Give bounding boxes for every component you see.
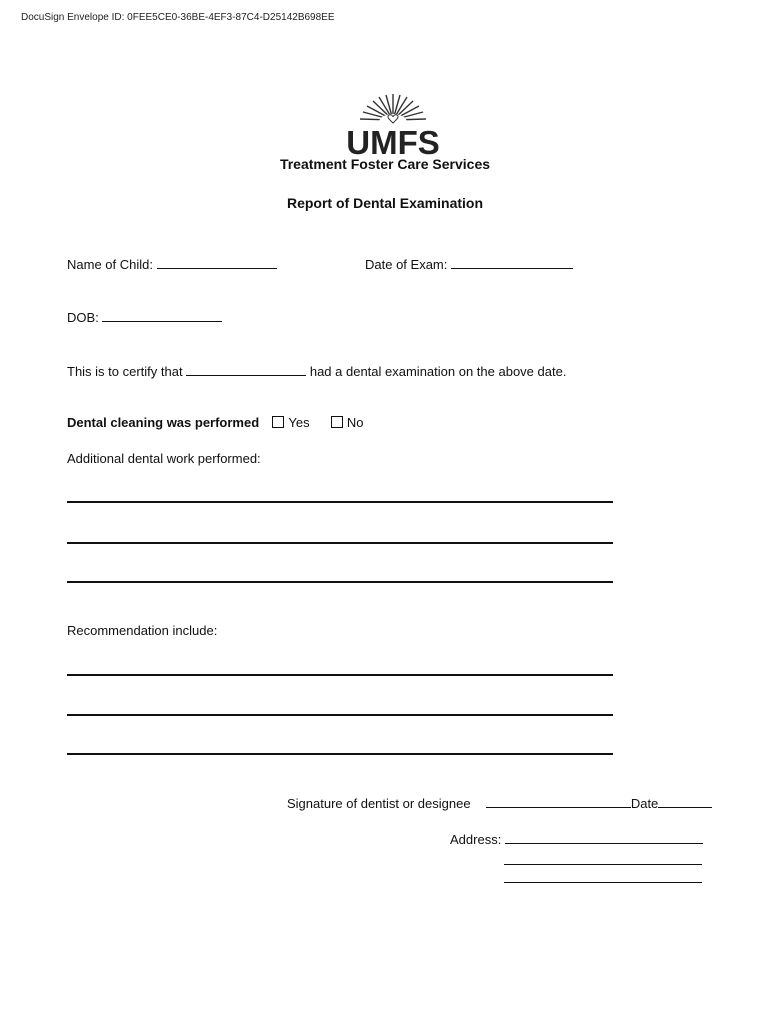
signature-row — [287, 795, 712, 811]
certify-child-field[interactable] — [186, 363, 306, 376]
recommendation-line-3[interactable] — [67, 753, 613, 755]
name-of-child-row — [67, 256, 277, 272]
no-label: No — [346, 415, 364, 430]
name-of-child-field[interactable] — [157, 256, 277, 269]
recommendation-line-2[interactable] — [67, 714, 613, 716]
dob-field[interactable] — [102, 309, 222, 322]
additional-work-line-2[interactable] — [67, 542, 613, 544]
date-label: Date — [630, 796, 659, 811]
name-of-child-label: Name of Child: — [67, 257, 153, 272]
date-of-exam-label: Date of Exam: — [365, 257, 448, 272]
address-line-1[interactable] — [505, 831, 703, 844]
cleaning-no-option[interactable] — [331, 415, 364, 430]
signature-date-field[interactable] — [658, 795, 712, 808]
cleaning-label: Dental cleaning was performed — [67, 415, 260, 430]
signature-field[interactable] — [486, 795, 631, 808]
additional-work-line-3[interactable] — [67, 581, 613, 583]
recommendation-line-1[interactable] — [67, 674, 613, 676]
additional-work-line-1[interactable] — [67, 501, 613, 503]
cleaning-row — [67, 415, 364, 430]
certify-prefix: This is to certify that — [67, 364, 183, 379]
docusign-envelope-id: DocuSign Envelope ID: 0FEE5CE0-36BE-4EF3-87C4-D25142B698EE — [21, 12, 335, 23]
no-checkbox[interactable] — [331, 416, 343, 428]
yes-checkbox[interactable] — [272, 416, 284, 428]
cleaning-yes-option[interactable] — [272, 415, 309, 430]
additional-work-label: Additional dental work performed: — [67, 451, 261, 466]
certify-suffix: had a dental examination on the above date. — [309, 364, 567, 379]
signature-label: Signature of dentist or designee — [287, 796, 471, 811]
recommendation-label: Recommendation include: — [67, 623, 218, 638]
address-line-3[interactable] — [504, 882, 702, 883]
yes-label: Yes — [288, 415, 310, 430]
dob-row — [67, 309, 222, 325]
date-of-exam-field[interactable] — [451, 256, 573, 269]
address-row — [450, 831, 703, 847]
logo-wordmark: UMFS — [346, 124, 440, 156]
dob-label: DOB: — [67, 310, 99, 325]
address-line-2[interactable] — [504, 864, 702, 865]
organization-name: Treatment Foster Care Services — [279, 156, 491, 172]
form-title: Report of Dental Examination — [286, 195, 484, 211]
umfs-logo — [334, 90, 452, 156]
address-label: Address: — [450, 832, 502, 847]
certify-row — [67, 363, 566, 379]
date-of-exam-row — [365, 256, 573, 272]
